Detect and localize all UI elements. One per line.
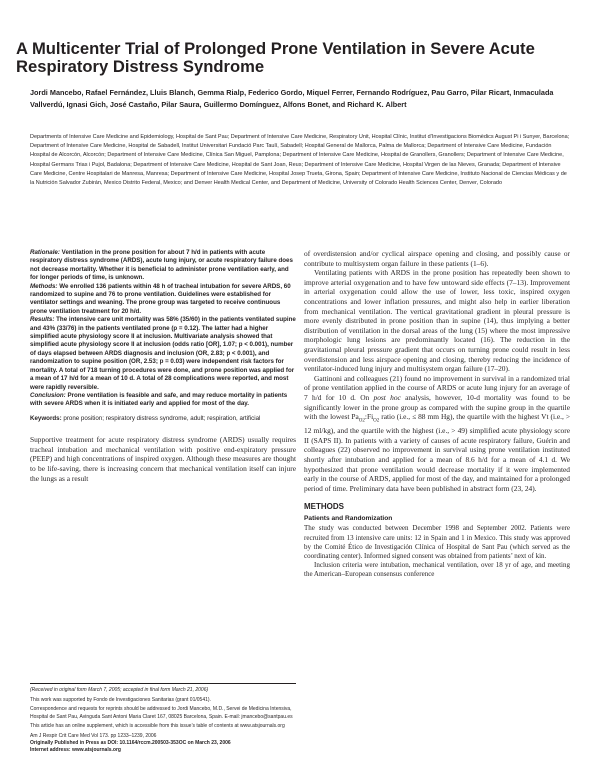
body-paragraph-1: of overdistension and/or cyclical airspace opening and closing, and possibly cause or contribute to multisystem organ failure in these patients (1–6). [304,249,570,268]
p3-sub-o2: O2 [358,418,365,424]
patients-subheading: Patients and Randomization [304,515,393,523]
methods-heading: METHODS [304,502,344,512]
abstract-results-label: Results: [30,316,55,324]
p3-sub-o2b: O2 [373,418,380,424]
affiliations: Departments of Intensive Care Medicine and Epidemiology, Hospital de Sant Pau; Department of Intensive Care Medicine, Respiratory Unit, Hospital Clínic, Institut d’Investigacions Biomèdics August Pi i Sunyer, Barcelona; Department of Intensive Care Medicine, Hospital de Sabadell, Institut Universitari Fundació Parc Taulí, Sabadell; Hospital General de Mallorca, Palma de Mallorca; Department of Intensive Care Medicine, Fundación Hospital de Alcorcón, Alcorcón; Department of Intensive Care Medicine, Clínica San Miguel, Pamplona; Department of Intensive Care Medicine, Hospital de Granollers, Granollers; Department of Intensive Care Medicine, Hospital Germans Trias i Pujol, Badalona; Department of Intensive Care Medicine, Hospital de Sant Joan, Reus; Department of Intensive Care Medicine, Hospital Virgen de las Nieves, Granada; Department of Intensive Care Medicine, Centre Hospitalari de Manresa, Manresa; Department of Intensive Care Medicine, Hospital Josep Trueta, Girona, Spain; Department of Intensive Care Medicine, Instituto Nacional de Ciencias Médicas y de la Nutrición Salvador Zubirán, Mexico Distrito Federal, Mexico; and Denver Health Medical Center, and Department of Medicine, University of Colorado Health Sciences Center, Denver, Colorado [30,134,570,187]
abstract-results-text: The intensive care unit mortality was 58% (35/60) in the patients ventilated supine and 43% (33/76) in the patients ventilated prone (p = 0.12). The latter had a higher simplified acute physiology score II at inclusion. Multivariate analysis showed that simplified acute physiology score II at inclusion (odds ratio [OR], 1.07; p < 0.001), number of days elapsed between ARDS diagnosis and inclusion (OR, 2.83; p < 0.001), and randomization to supine position (OR, 2.53; p = 0.03) were independent risk factors for mortality. A total of 718 turning procedures were done, and prone position was applied for a mean of 17 h/d for a mean of 10 d. A total of 28 complications were reported, and most were rapidly reversible. [30,316,296,391]
article-title: A Multicenter Trial of Prolonged Prone Ventilation in Severe Acute Respiratory Distress Syndrome [16,39,535,76]
p3-text-c: :Fi [364,412,374,422]
left-column [30,249,296,483]
keywords-text: prone position; respiratory distress syndrome, adult; respiration, artificial [63,414,261,422]
intro-paragraph: Supportive treatment for acute respiratory distress syndrome (ARDS) usually requires tracheal intubation and mechanical ventilation with positive end-expiratory pressure (PEEP) and high concentrations of inspired oxygen. Although these measures are thought to be life-saving, there is increasing concern that mechanical ventilation itself can injure the lungs as a result [30,435,296,483]
abstract-methods [30,283,296,317]
p3-text-b: analysis, however, 10-d mortality was found to be significantly lower in the prone group as compared with the supine group in the quartile with the lowest Pa [304,392,570,422]
support-note: This work was supported by Fondo de Investigaciones Sanitarias (grant 01/0541). [30,696,211,703]
abstract-conclusion-text: Prone ventilation is feasible and safe, and may reduce mortality in patients with severe ARDS when it is initiated early and applied for most of the day. [30,391,288,408]
footnotes [30,683,296,755]
internet-address: Internet address: www.atsjournals.org [30,747,121,754]
abstract-rationale-label: Rationale: [30,249,60,256]
abstract-rationale-text: Ventilation in the prone position for about 7 h/d in patients with acute respiratory distress syndrome (ARDS), acute lung injury, or acute respiratory failure does not decrease mortality. Whether it is beneficial to administer prone ventilation early, and for longer periods of time, is unknown. [30,249,293,282]
abstract-conclusion-label: Conclusion: [30,391,66,399]
abstract-rationale [30,249,296,283]
methods-paragraph-1: The study was conducted between December 1998 and September 2002. Patients were recruited from 13 intensive care units: 12 in Spain and 1 in Mexico. This study was approved by the Comité Ético de Investigación Clínica of Hospital de Sant Pau (which served as the coordinating center). Informed signed consent was obtained from patients’ next of kin. [304,524,570,560]
abstract-methods-text: We enrolled 136 patients within 48 h of tracheal intubation for severe ARDS, 60 randomized to supine and 76 to prone ventilation. Guidelines were established for ventilator settings and weaning. The prone group was targeted to receive continuous prone ventilation treatment for 20 h/d. [30,282,291,315]
methods-paragraph-2: Inclusion criteria were intubation, mechanical ventilation, over 18 yr of age, and meeting the American–European consensus conference [304,561,570,579]
correspondence-note: Correspondence and requests for reprints should be addressed to Jordi Mancebo, M.D., Servei de Medicina Intensiva, Hospital de Sant Pau, Avinguda Sant Antoni Maria Claret 167, 08025 Barcelona, Spain. E-mail: jmancebo@santpau.es [30,706,293,720]
keywords [30,415,296,423]
abstract-methods-label: Methods: [30,282,58,290]
p3-text-a: Gattinoni and colleagues (21) found no improvement in survival in a randomized trial of prone ventilation applied in the course of ARDS or acute lung injury for an average of 7 h/d for 10 d. On [304,373,570,402]
author-list: Jordi Mancebo, Rafael Fernández, Lluis Blanch, Gemma Rialp, Federico Gordo, Miquel Ferrer, Fernando Rodríguez, Pau Garro, Pilar Ricart, Inmaculada Vallverdú, Ignasi Gich, José Castaño, Pilar Saura, Guillermo Domínguez, Alfons Bonet, and Richard K. Albert [30,88,554,109]
journal-citation: Am J Respir Crit Care Med Vol 173. pp 1233–1239, 2006 [30,733,157,740]
doi-note: Originally Published in Press as DOI: 10.1164/rccm.200503-353OC on March 23, 2006 [30,740,231,747]
supplement-note: This article has an online supplement, which is accessible from this issue’s table of contents at www.atsjournals.org [30,723,285,730]
p3-text-d: ratio (i.e., ≤ 88 mm Hg), the quartile with the highest Vt (i.e., > 12 ml/kg), and the quartile with the highest (i.e., > 49) simplified acute physiology score II (SAPS II). In patients with a variety of causes of acute respiratory failure, Guérin and colleagues (22) observed no improvement in survival using prone ventilation instituted shortly after intubation and applied for a mean of 8.6 h/d for a mean of 4.1 d. We hypothesized that prone ventilation would decrease mortality if it were implemented early in the course of ARDS, applied for most of the day, and maintained for a prolonged period of time. Preliminary data have been published in abstract form (23, 24). [304,412,570,493]
abstract-conclusion [30,392,296,409]
body-paragraph-2: Ventilating patients with ARDS in the prone position has repeatedly been shown to improve arterial oxygenation and to have few untoward side effects (7–13). Improvement in arterial oxygenation could allow the use of lower, less toxic, inspired oxygen concentrations and lower inflation pressures, and might also help in earlier liberation from mechanical ventilation. The vertical gravitational gradient in pleural pressure is more evenly distributed in prone position than in supine (14), thus implying a better distribution of ventilation in the dorsal areas of the lung (15) where the most impressive morphologic lung lesions are predominantly located (16). The reduction in the gravitational pleural pressure gradient that occurs on turning prone could result in less overdistension and less airspace opening and closing, thereby reducing the incidence of ventilator-induced lung injury and multisystem organ failure (17–20). [304,268,570,374]
p3-italic: post hoc [373,392,401,402]
right-column [304,249,570,580]
keywords-label: Keywords: [30,414,62,422]
body-paragraph-3 [304,374,570,494]
abstract-results [30,316,296,392]
received-note: (Received in original form March 7, 2005; accepted in final form March 21, 2006) [30,687,209,693]
